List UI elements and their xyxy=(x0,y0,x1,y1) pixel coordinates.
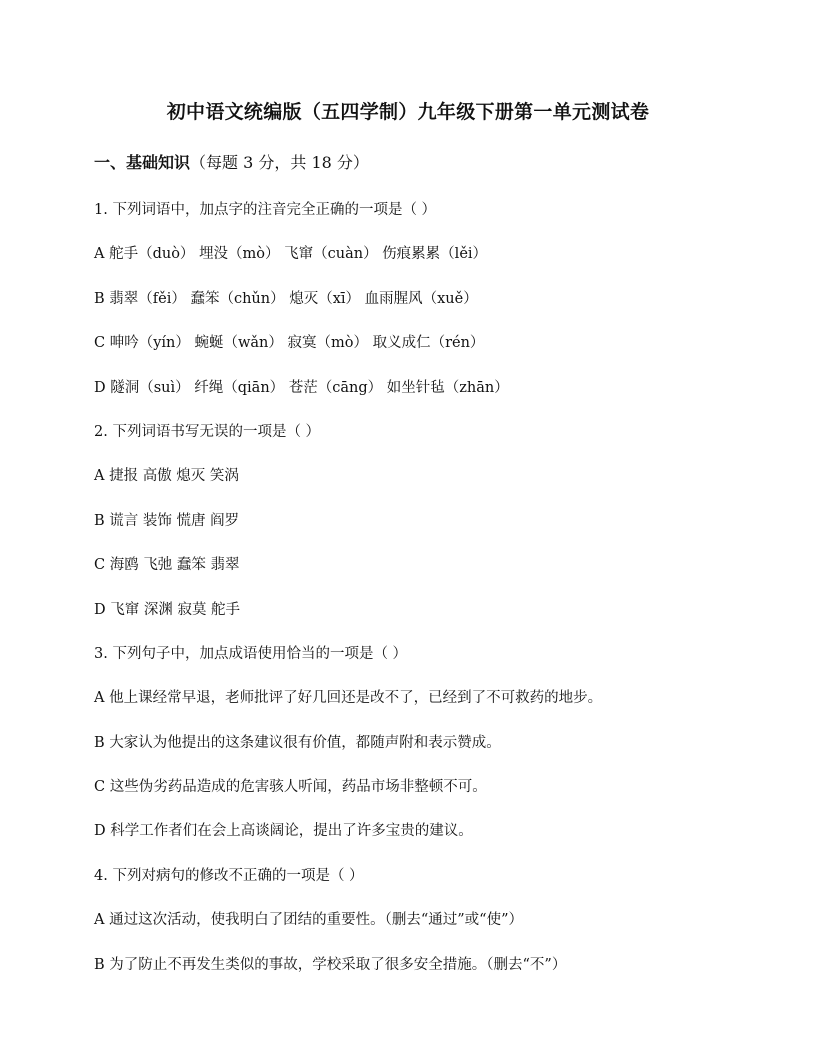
question-1-option-b: B 翡翠（fěi） 蠢笨（chǔn） 熄灭（xī） 血雨腥风（xuě） xyxy=(94,290,478,307)
section-heading-note: （每题 3 分，共 18 分） xyxy=(190,153,369,172)
question-2-option-b: B 谎言 装饰 慌唐 阎罗 xyxy=(94,512,240,529)
question-4-option-b: B 为了防止不再发生类似的事故，学校采取了很多安全措施。（删去“不”） xyxy=(94,956,567,973)
question-2-option-d: D 飞窜 深渊 寂莫 舵手 xyxy=(94,601,241,618)
question-3-option-a: A 他上课经常早退，老师批评了好几回还是改不了，已经到了不可救药的地步。 xyxy=(94,690,603,707)
question-2-stem: 2. 下列词语书写无误的一项是（ ） xyxy=(94,423,321,440)
document-title: 初中语文统编版（五四学制）九年级下册第一单元测试卷 xyxy=(166,101,650,123)
section-heading xyxy=(94,150,369,173)
question-1-stem: 1. 下列词语中，加点字的注音完全正确的一项是（ ） xyxy=(94,202,437,218)
questions-list xyxy=(94,199,734,998)
question-1-option-a: A 舵手（duò） 埋没（mò） 飞窜（cuàn） 伤痕累累（lěi） xyxy=(94,246,488,263)
question-3-option-d: D 科学工作者们在会上高谈阔论，提出了许多宝贵的建议。 xyxy=(94,823,473,840)
question-2-option-a: A 捷报 高傲 熄灭 笑涡 xyxy=(94,468,239,485)
question-2-option-c: C 海鸥 飞弛 蠢笨 翡翠 xyxy=(94,557,240,574)
question-1-option-c: C 呻吟（yín） 蜿蜒（wǎn） 寂寞（mò） 取义成仁（rén） xyxy=(94,335,485,352)
question-3-option-c: C 这些伪劣药品造成的危害骇人听闻，药品市场非整顿不可。 xyxy=(94,779,487,796)
question-4-stem: 4. 下列对病句的修改不正确的一项是（ ） xyxy=(94,867,364,884)
section-heading-label: 一、基础知识 xyxy=(94,153,191,172)
question-4-option-a: A 通过这次活动，使我明白了团结的重要性。（删去“通过”或“使”） xyxy=(94,912,523,929)
question-3-option-b: B 大家认为他提出的这条建议很有价值，都随声附和表示赞成。 xyxy=(94,734,501,751)
question-3-stem: 3. 下列句子中，加点成语使用恰当的一项是（ ） xyxy=(94,645,408,662)
question-1-option-d: D 隧洞（suì） 纤绳（qiān） 苍茫（cāng） 如坐针毡（zhān） xyxy=(94,379,509,396)
